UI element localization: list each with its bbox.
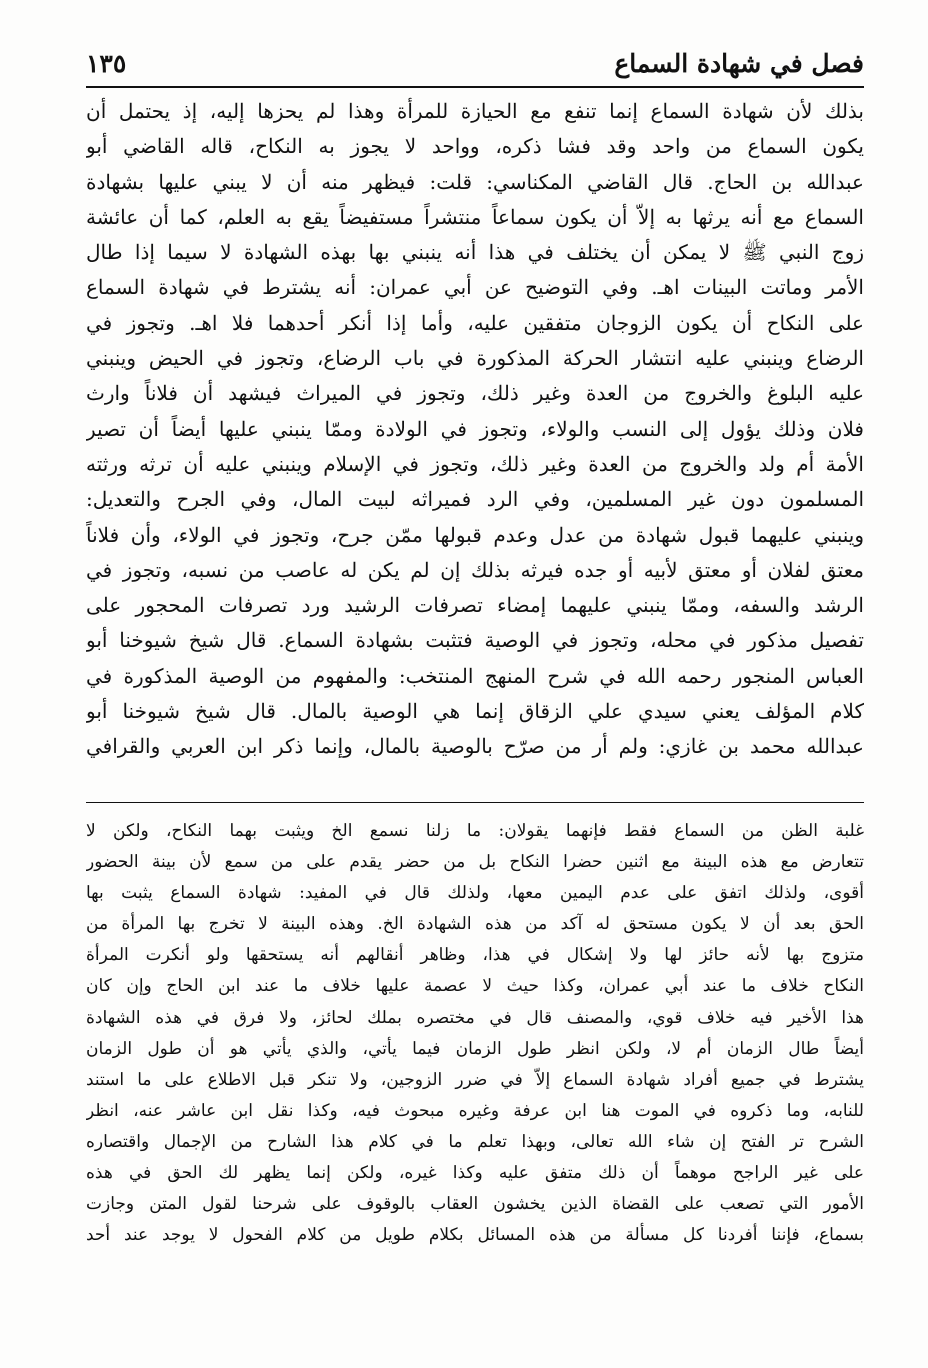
footnote-line: متزوج بها لأنه حائز لها ولا إشكال في هذا، وظاهر أنقالهم أنه يستحقها ولو أنكرت المرأة xyxy=(86,945,864,966)
main-text-line: وينبني عليهما قبول شهادة من عدل وعدم قبولها ممّن جرح، وتجوز في الولاء، وأن فلاناً xyxy=(86,522,864,547)
main-text-line: الأمر وماتت البينات اهـ. وفي التوضيح عن أبي عمران: أنه يشترط في شهادة السماع xyxy=(86,275,864,300)
footnote-line: يشترط في جميع أفراد شهادة السماع إلاّ في ضرر الزوجين، ولا تنكر قبل الاطلاع على ما استند xyxy=(86,1069,864,1090)
running-header xyxy=(86,38,864,82)
footnote-line: الحق بعد أن لا يكون مستحق له آكد من هذه الشهادة الخ. وهذه البينة لا تخرج بها المرأة من xyxy=(86,914,864,935)
footnote-line: النكاح خلاف ما عند أبي عمران، وكذا حيث لا عصمة عليها خلاف ما عند ابن الحاج وإن كان xyxy=(86,976,864,997)
header-divider xyxy=(86,86,864,88)
footnote-divider xyxy=(86,802,864,803)
footnote-line: بسماع، فإننا أفردنا كل مسألة من هذه المسائل بكلام طويل من كلام الفحول لا يوجد عند أحد xyxy=(86,1225,864,1246)
main-text-line: المسلمون دون غير المسلمين، وفي الرد فميراثه لبيت المال، وفي الجرح والتعديل: xyxy=(86,487,864,512)
footnote-line: على غير الراجح موهماً أن ذلك متفق عليه وكذا غيره، ولكن إنما يظهر لك الحق في هذه xyxy=(86,1163,864,1184)
main-text-line: عبدالله بن الحاج. قال القاضي المكناسي: قلت: فيظهر منه أن لا يبني عليها بشهادة xyxy=(86,169,864,194)
main-text-line: عبدالله محمد بن غازي: ولم أر من صرّح بالوصية بالمال، وإنما ذكر ابن العربي والقرافي xyxy=(86,734,864,759)
main-text-line: معتق لفلان أو معتق لأبيه أو جده فيرثه بذلك إن لم يكن له عاصب من نسبه، وتجوز في xyxy=(86,557,864,582)
footnote-line: الأمور التي تصعب على القضاة الذين يخشون العقاب بالوقوف على شرحنا لقول المتن وجازت xyxy=(86,1194,864,1215)
footnote-line: هذا الأخير فيه خلاف قوي، والمصنف قال في مختصره بملك لحائز، ولا فرق في هذه الشهادة xyxy=(86,1007,864,1028)
main-text-line: السماع مع أنه يرثها به إلاّ أن يكون سماعاً منتشراً مستفيضاً يقع به العلم، كما أن عائشة xyxy=(86,204,864,229)
footnote-line: أيضاً طال الزمان أم لا، ولكن انظر طول الزمان فيما يأتي، والذي يأتي هو أن طول الزمان xyxy=(86,1038,864,1059)
main-text-line: بذلك لأن شهادة السماع إنما تنفع مع الحيازة للمرأة وهذا لم يحزها إليه، إذ يحتمل أن xyxy=(86,99,864,123)
main-text-line: كلام المؤلف يعني سيدي علي الزقاق إنما هي الوصية بالمال. قال شيخ شيوخنا أبو xyxy=(86,699,864,724)
main-text-line: الأمة أم ولد والخروج من العدة وغير ذلك، وتجوز في الإسلام وينبني عليه أن ترثه ورثته xyxy=(86,451,864,476)
main-text-block xyxy=(86,94,864,765)
main-text-line: فلان وذلك يؤول إلى النسب والولاء، وتجوز في الولادة وممّا ينبني عليها أيضاً أن تصير xyxy=(86,416,864,441)
footnote-line: غلبة الظن من السماع فقط فإنهما يقولان: ما زلنا نسمع الخ ويثبت بهما النكاح، ولكن لا xyxy=(86,821,864,841)
main-text-line: العباس المنجور رحمه الله في شرح المنهج المنتخب: والمفهوم من الوصية المذكورة في xyxy=(86,663,864,688)
main-text-line: عليه البلوغ والخروج من العدة وغير ذلك، وتجوز في الميراث فيشهد أن فلاناً وارث xyxy=(86,381,864,406)
main-text-line: الرضاع وينبني عليه انتشار الحركة المذكورة في باب الرضاع، وتجوز في الحيض وينبني xyxy=(86,346,864,371)
chapter-title: فصل في شهادة السماع xyxy=(614,49,864,78)
footnote-line: للنابه، وما ذكروه في الموت هنا ابن عرفة وغيره مبحوث فيه، وكذا نقل ابن عاشر عنه، انظر xyxy=(86,1100,864,1121)
footnote-block xyxy=(86,816,864,1251)
main-text-line: زوج النبي ﷺ لا يمكن أن يختلف في هذا أنه ينبني بها بهذه الشهادة لا سيما إذا طال xyxy=(86,240,864,265)
main-text-line: على النكاح أن يكون الزوجان متفقين عليه، وأما إذا أنكر أحدهما فلا اهـ. وتجوز في xyxy=(86,310,864,335)
footnote-line: أقوى، ولذلك اتفق على عدم اليمين معها، ولذلك قال في المفيد: شهادة السماع يثبت بها xyxy=(86,883,864,904)
page-number: ١٣٥ xyxy=(86,49,127,78)
footnote-line: تتعارض مع هذه البينة مع اثنين حضرا النكاح بل من حضر يقدم على من سمع لأن بينة الحضور xyxy=(86,852,864,873)
main-text-line: يكون السماع من واحد وقد فشا ذكره، وواحد لا يجوز به النكاح، قاله القاضي أبو xyxy=(86,134,864,159)
main-text-line: الرشد والسفه، وممّا ينبني عليهما إمضاء تصرفات الرشيد ورد تصرفات المحجور على xyxy=(86,593,864,618)
main-text-line: تفصيل مذكور في محله، وتجوز في الوصية فتثبت بشهادة السماع. قال شيخ شيوخنا أبو xyxy=(86,628,864,653)
footnote-line: الشرح تر الفتح إن شاء الله تعالى، وبهذا تعلم ما في كلام هذا الشارح من الإجمال واقتصاره xyxy=(86,1131,864,1152)
